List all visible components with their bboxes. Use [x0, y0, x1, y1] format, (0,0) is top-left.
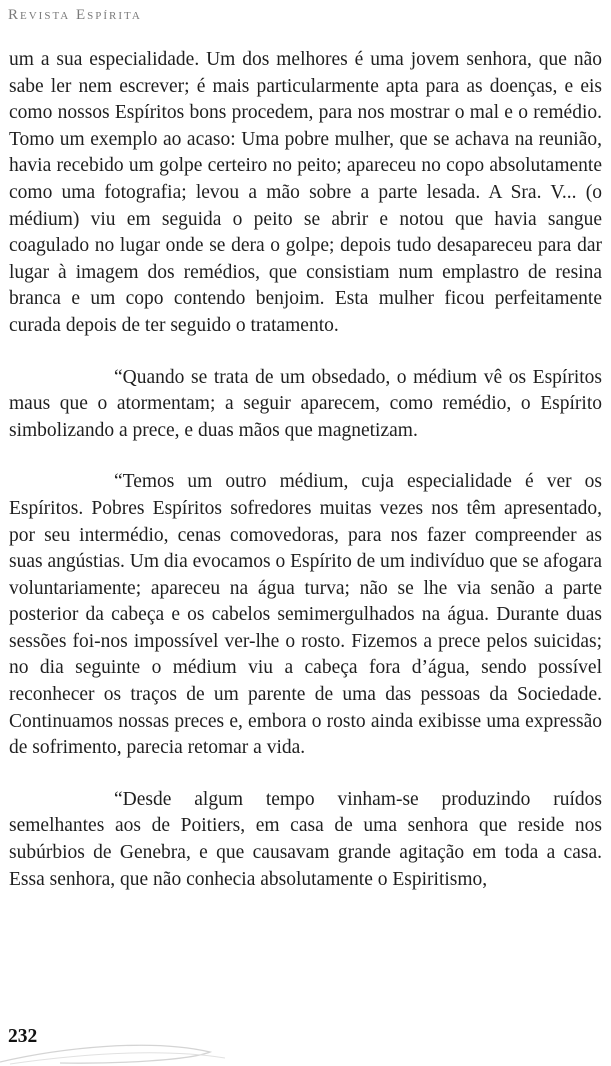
paragraph-continuation: um a sua especialidade. Um dos melhores é uma jovem senhora, que não sabe ler nem escrever; é mais particularmente apta para as doenças, e eis como nossos Espíritos bons procedem, para nos mostrar o mal e o remédio. Tomo um exemplo ao acaso: Uma pobre mulher, que se achava na reunião, havia recebido um golpe certeiro no peito; apareceu no copo absolutamente como uma fotografia; levou a mão sobre a parte lesada. A Sra. V... (o médium) viu em seguida o peito se abrir e notou que havia sangue coagulado no lugar onde se dera o golpe; depois tudo desapareceu para dar lugar à imagem dos remédios, que consistiam num emplastro de resina branca e um copo contendo benjoim. Esta mulher ficou perfeitamente curada depois de ter seguido o tratamento.	[9, 49, 602, 336]
paragraph-geneva-noises: “Desde algum tempo vinham-se produzindo ruídos semelhantes aos de Poitiers, em casa de uma senhora que reside nos subúrbios de Genebra, e que causavam grande agitação em toda a casa. Essa senhora, que não conhecia absolutamente o Espiritismo,	[9, 788, 602, 890]
page-footer	[0, 1018, 611, 1066]
page-ornament-swoosh	[0, 1018, 260, 1066]
page-number: 232	[8, 1026, 38, 1047]
paragraph-seeing-medium: “Temos um outro médium, cuja especialidade é ver os Espíritos. Pobres Espíritos sofredores muitas vezes nos têm apresentado, por seu intermédio, cenas comovedoras, para nos fazer compreender as suas angústias. Um dia evocamos o Espírito de um indivíduo que se afogara voluntariamente; apareceu na água turva; não se lhe via senão a parte posterior da cabeça e os cabelos semimergulhados na água. Durante duas sessões foi-nos impossível ver-lhe o rosto. Fizemos a prece pelos suicidas; no dia seguinte o médium viu a cabeça fora d’água, sendo possível reconhecer os traços de um parente de uma das pessoas da Sociedade. Continuamos nossas preces e, embora o rosto ainda exibisse uma expressão de sofrimento, parecia retomar a vida.	[9, 471, 602, 759]
page-body	[9, 47, 602, 918]
running-head: Revista Espírita	[8, 7, 142, 23]
paragraph-obsessed: “Quando se trata de um obsedado, o médium vê os Espíritos maus que o atormentam; a seguir aparecem, como remédio, o Espírito simbolizando a prece, e duas mãos que magnetizam.	[9, 366, 602, 441]
